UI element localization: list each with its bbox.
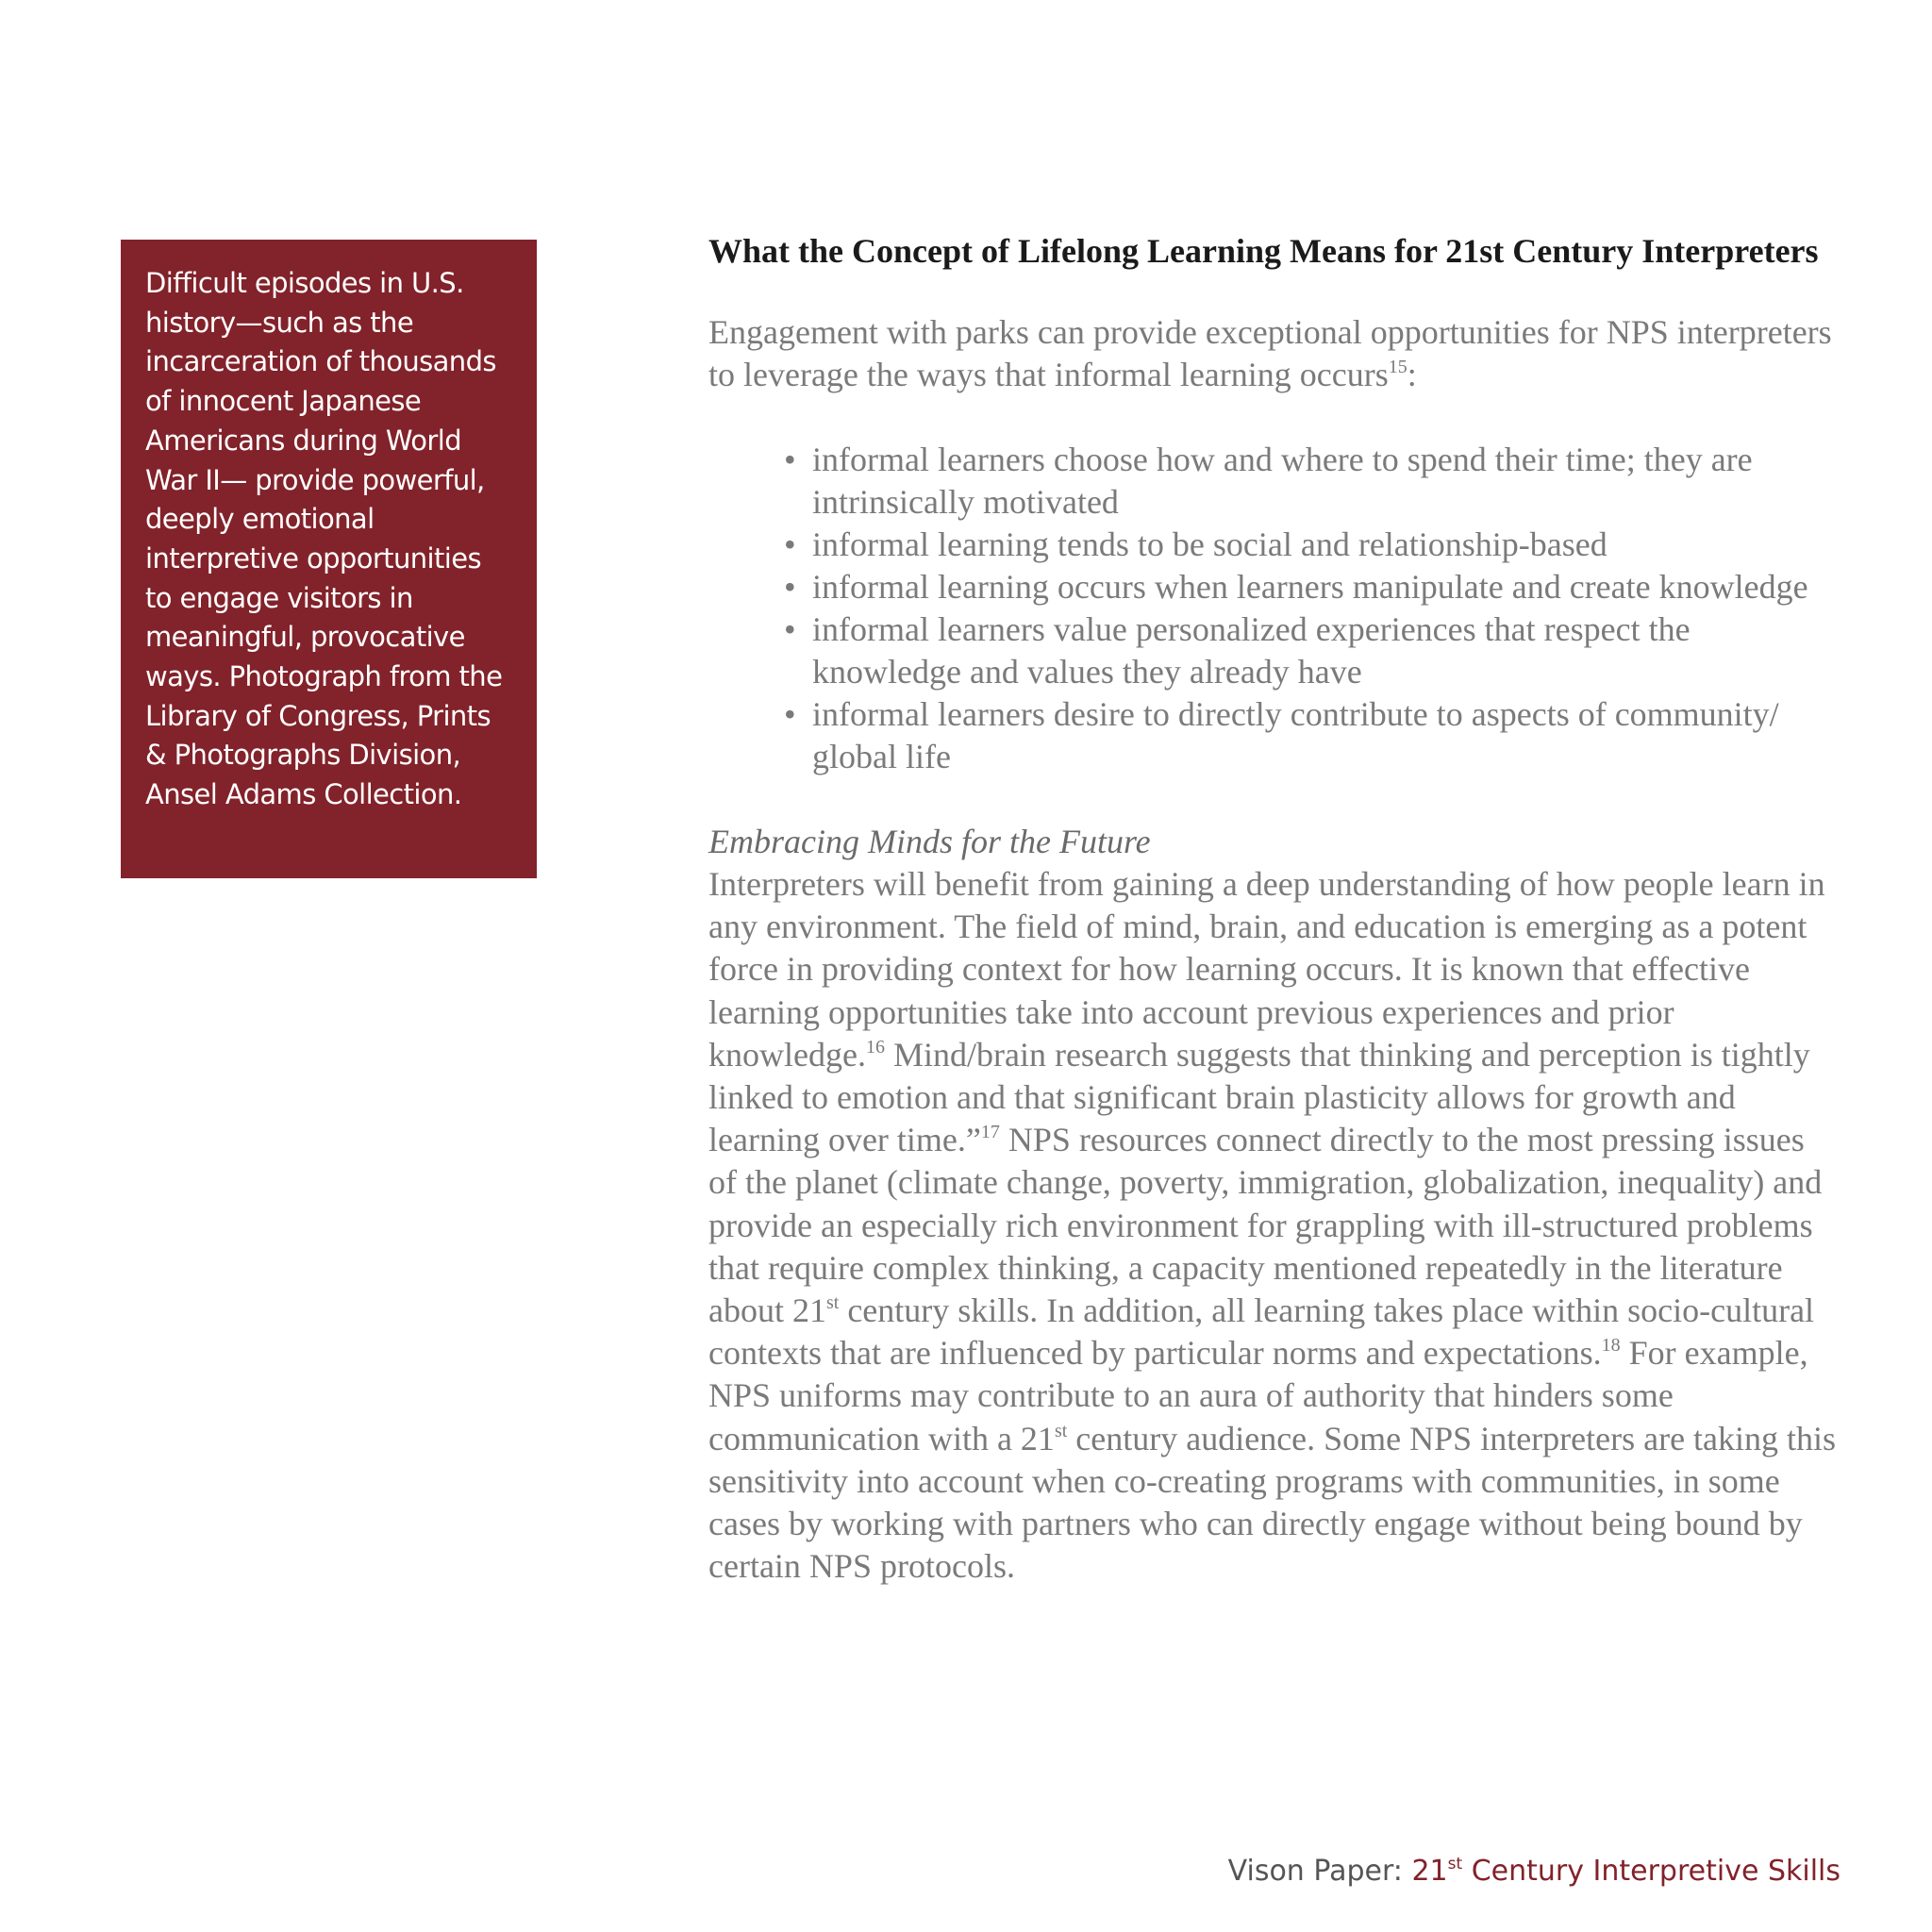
bullet-icon: •	[784, 610, 796, 648]
ordinal-suffix: st	[825, 1292, 840, 1314]
body-paragraph	[708, 863, 1840, 1588]
body-text: For example, NPS uniforms may contribute to an aura of authority that hinders some communication with a 21	[708, 1334, 1808, 1457]
footnote-ref: 15	[1388, 357, 1407, 377]
list-item	[784, 566, 1840, 608]
informal-learning-list	[708, 439, 1840, 778]
list-item-text: informal learning tends to be social and relationship-based	[812, 525, 1607, 563]
footnote-ref: 18	[1601, 1335, 1621, 1357]
list-item-text: informal learners choose how and where to spend their time; they are intrinsically motivated	[812, 441, 1753, 521]
bullet-icon: •	[784, 568, 796, 606]
intro-text: Engagement with parks can provide exceptional opportunities for NPS interpreters to leverage the ways that informal learning occurs	[708, 313, 1832, 393]
list-item	[784, 524, 1840, 566]
ordinal-suffix: st	[1447, 1855, 1463, 1874]
body-text: Interpreters will benefit from gaining a deep understanding of how people learn in any environment. The field of mind, brain, and education is emerging as a potent force in providing context for how learning occurs. It is known that effective learning opportunities take into account previous experiences and prior knowledge.	[708, 865, 1825, 1074]
ordinal-suffix: st	[1054, 1420, 1068, 1441]
intro-paragraph	[708, 311, 1840, 396]
list-item-text: informal learners value personalized experiences that respect the knowledge and values they already have	[812, 610, 1690, 691]
bullet-icon: •	[784, 695, 796, 733]
footer-title-start: 21	[1411, 1855, 1448, 1888]
body-text: Mind/brain research suggests that thinking and perception is tightly linked to emotion and that significant brain plasticity allows for growth and learning over time.”	[708, 1035, 1810, 1159]
body-text: NPS resources connect directly to the most pressing issues of the planet (climate change, poverty, immigration, globalization, inequality) and provide an especially rich environment for grappling with ill-structured problems that require complex thinking, a capacity mentioned repeatedly in the literature about 21	[708, 1121, 1823, 1330]
list-item	[784, 439, 1840, 524]
list-item-text: informal learning occurs when learners manipulate and create knowledge	[812, 568, 1808, 606]
footer-title	[1411, 1855, 1840, 1888]
intro-suffix: :	[1407, 356, 1417, 393]
list-item	[784, 608, 1840, 693]
footnote-ref: 17	[980, 1122, 1000, 1143]
subheading: Embracing Minds for the Future	[708, 823, 1151, 860]
bullet-icon: •	[784, 441, 796, 478]
page-footer	[1228, 1853, 1840, 1890]
footnote-ref: 16	[865, 1036, 885, 1058]
list-item	[784, 693, 1840, 778]
footer-title-end: Century Interpretive Skills	[1462, 1855, 1840, 1888]
section-heading: What the Concept of Lifelong Learning Means for 21st Century Interpreters	[708, 232, 1819, 270]
photo-caption: Difficult episodes in U.S. history—such as the incarceration of thousands of innocent Japanese Americans during World War II— provide powerful, deeply emotional interpretive opportunities to engage visitors in meaningful, provocative ways. Photograph from the Library of Congress, Prints & Photographs Division, Ansel Adams Collection.	[145, 267, 503, 811]
body-text: century audience. Some NPS interpreters are taking this sensitivity into account when co-creating programs with communities, in some cases by working with partners who can directly engage without being bound by certain NPS protocols.	[708, 1419, 1837, 1586]
list-item-text: informal learners desire to directly contribute to aspects of community/ global life	[812, 695, 1779, 775]
main-content	[708, 226, 1840, 1588]
footer-prefix: Vison Paper:	[1227, 1855, 1412, 1888]
body-text: century skills. In addition, all learning takes place within socio-cultural contexts that are influenced by particular norms and expectations.	[708, 1291, 1815, 1373]
bullet-icon: •	[784, 525, 796, 563]
photo-caption-box	[121, 240, 537, 878]
